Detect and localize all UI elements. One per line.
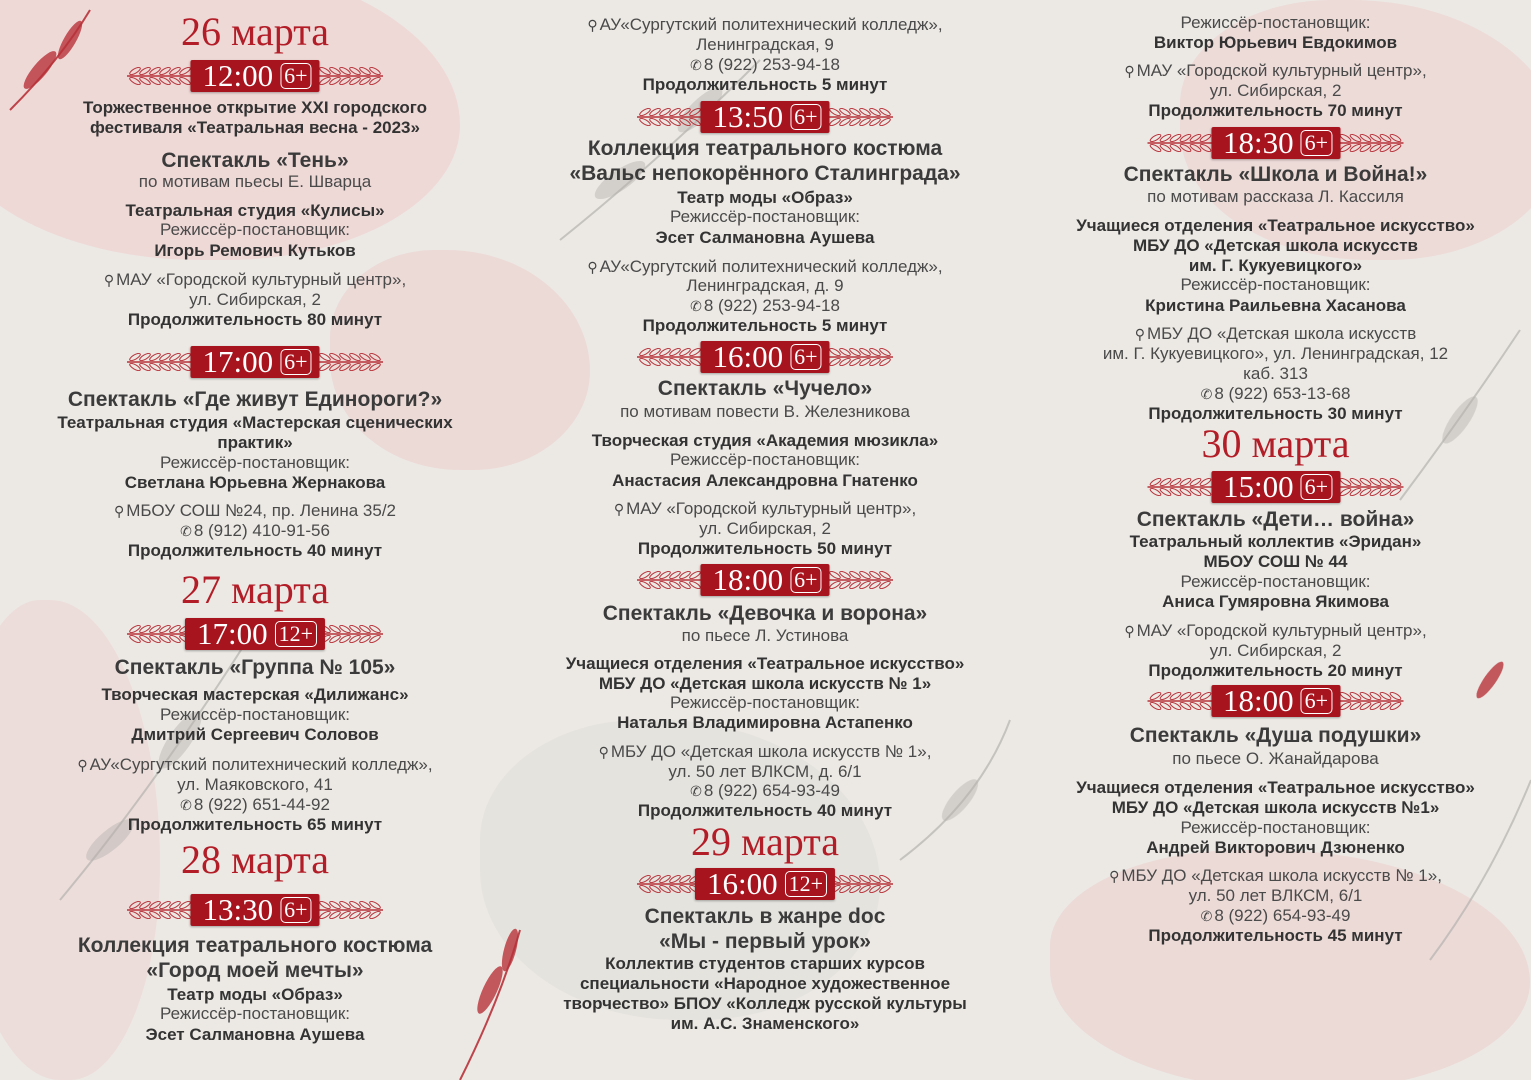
event-title: Спектакль «Группа № 105»	[114, 656, 396, 679]
time-box	[1211, 471, 1340, 503]
venue-line: Ленинградская, 9	[696, 35, 834, 54]
time-box	[190, 346, 319, 378]
time-badge	[1020, 467, 1531, 507]
event-group: Театр моды «Образ»	[677, 188, 853, 207]
event-group: им. А.С. Знаменского»	[670, 1014, 860, 1033]
phone-icon: ✆	[1200, 386, 1213, 402]
age-rating: 6+	[790, 567, 821, 593]
director-label: Режиссёр-постановщик:	[669, 207, 861, 226]
time-badge	[0, 342, 510, 382]
venue-line: ул. 50 лет ВЛКСМ, 6/1	[1188, 886, 1363, 905]
event-time: 16:00	[706, 866, 778, 901]
age-rating: 6+	[790, 344, 821, 370]
director-label: Режиссёр-постановщик:	[1180, 572, 1371, 591]
event-time: 13:30	[202, 892, 274, 927]
venue-line: ул. 50 лет ВЛКСМ, д. 6/1	[668, 762, 862, 781]
director-label: Режиссёр-постановщик:	[1180, 818, 1371, 837]
time-badge	[510, 337, 1020, 377]
duration: Продолжительность 40 минут	[127, 541, 383, 560]
venue-line: ⚲ МБУ ДО «Детская школа искусств	[1134, 324, 1417, 343]
phone-line: ✆ 8 (922) 654-93-49	[1200, 906, 1351, 925]
director-label: Режиссёр-постановщик:	[1180, 275, 1371, 294]
event-subtitle: по мотивам пьесы Е. Шварца	[138, 172, 372, 191]
event-time: 18:00	[712, 562, 784, 597]
event-subtitle: по пьесе Л. Устинова	[681, 626, 849, 645]
location-icon: ⚲	[113, 503, 125, 519]
event-time: 16:00	[712, 339, 784, 374]
time-badge	[1020, 123, 1531, 163]
event-time: 12:00	[202, 58, 274, 93]
time-badge	[0, 614, 510, 654]
phone-icon: ✆	[1200, 908, 1213, 924]
event-group: Творческая студия «Академия мюзикла»	[591, 431, 939, 450]
venue-line: ул. Сибирская, 2	[699, 519, 831, 538]
time-badge	[510, 864, 1020, 904]
duration: Продолжительность 65 минут	[127, 815, 383, 834]
phone-icon: ✆	[180, 797, 192, 813]
time-badge	[510, 97, 1020, 137]
event-subtitle: по мотивам рассказа Л. Кассиля	[1147, 187, 1404, 206]
venue-line: ул. Сибирская, 2	[1209, 81, 1342, 100]
venue-line: ⚲ АУ«Сургутский политехнический колледж»,	[587, 15, 943, 34]
event-group: им. Г. Кукуевицкого»	[1188, 256, 1363, 275]
event-group: творчество» БПОУ «Колледж русской культуры	[563, 994, 967, 1013]
event-title: Спектакль в жанре doc	[644, 905, 886, 928]
location-icon: ⚲	[1134, 326, 1145, 342]
venue-line: им. Г. Кукуевицкого», ул. Ленинградская, 12	[1102, 344, 1449, 363]
event-time: 17:00	[196, 616, 268, 651]
director-name: Игорь Ремович Кутьков	[154, 241, 356, 260]
event-title: Спектакль «Школа и Война!»	[1123, 163, 1428, 186]
duration: Продолжительность 5 минут	[642, 316, 888, 335]
age-rating: 6+	[790, 104, 821, 130]
time-badge	[0, 890, 510, 930]
age-rating: 6+	[1301, 474, 1332, 500]
event-group: МБУ ДО «Детская школа искусств	[1133, 236, 1418, 255]
director-label: Режиссёр-постановщик:	[159, 453, 351, 472]
duration: Продолжительность 50 минут	[637, 539, 893, 558]
age-rating: 12+	[785, 871, 827, 897]
age-rating: 6+	[1301, 130, 1332, 156]
event-group: Учащиеся отделения «Театральное искусство»	[1076, 216, 1475, 235]
event-time: 17:00	[202, 344, 274, 379]
venue-line: ⚲ МАУ «Городской культурный центр»,	[1124, 61, 1427, 80]
event-note: Торжественное открытие XXI городского	[83, 98, 427, 117]
phone-line: ✆ 8 (922) 654-93-49	[690, 781, 840, 800]
location-icon: ⚲	[613, 501, 625, 517]
age-rating: 6+	[280, 897, 311, 923]
phone-line: ✆ 8 (912) 410-91-56	[180, 521, 330, 540]
event-group: Театральная студия «Кулисы»	[125, 201, 385, 220]
venue-line: ул. Сибирская, 2	[1209, 641, 1342, 660]
age-rating: 6+	[1301, 688, 1332, 714]
director-name: Андрей Викторович Дзюненко	[1146, 838, 1405, 857]
venue-line: ⚲ АУ«Сургутский политехнический колледж»,	[587, 257, 943, 276]
director-name: Эсет Салмановна Аушева	[655, 228, 875, 247]
venue-line: ⚲ МБУ ДО «Детская школа искусств № 1»,	[598, 742, 932, 761]
event-time: 13:50	[712, 99, 784, 134]
time-box	[1211, 685, 1340, 717]
event-title: Спектакль «Душа подушки»	[1129, 724, 1422, 747]
event-group: практик»	[217, 433, 293, 452]
phone-line: ✆ 8 (922) 253-94-18	[690, 296, 840, 315]
venue-line: ⚲ АУ«Сургутский политехнический колледж»,	[77, 755, 433, 774]
event-title: Спектакль «Девочка и ворона»	[602, 602, 928, 625]
time-badge	[0, 56, 510, 96]
event-time: 15:00	[1222, 469, 1294, 504]
date-heading: 29 марта	[691, 819, 839, 864]
venue-line: ул. Маяковского, 41	[177, 775, 333, 794]
phone-icon: ✆	[180, 523, 192, 539]
time-box	[700, 564, 829, 596]
event-title: «Город моей мечты»	[146, 959, 364, 982]
phone-icon: ✆	[690, 783, 702, 799]
event-group: Театральная студия «Мастерская сценических	[57, 413, 453, 432]
age-rating: 12+	[275, 621, 317, 647]
event-subtitle: по пьесе О. Жанайдарова	[1172, 749, 1379, 768]
director-label: Режиссёр-постановщик:	[1180, 13, 1371, 32]
venue-line: ⚲ МАУ «Городской культурный центр»,	[613, 499, 917, 518]
event-title: Спектакль «Где живут Единороги?»	[67, 388, 443, 411]
location-icon: ⚲	[103, 272, 115, 288]
event-group: Учащиеся отделения «Театральное искусство»	[1076, 778, 1475, 797]
location-icon: ⚲	[587, 259, 598, 275]
event-title: Спектакль «Дети… война»	[1136, 508, 1415, 531]
phone-icon: ✆	[690, 57, 702, 73]
event-time: 18:30	[1222, 125, 1294, 160]
director-label: Режиссёр-постановщик:	[159, 220, 351, 239]
duration: Продолжительность 5 минут	[642, 75, 888, 94]
director-label: Режиссёр-постановщик:	[669, 693, 861, 712]
time-box	[700, 101, 829, 133]
director-name: Светлана Юрьевна Жернакова	[124, 473, 386, 492]
location-icon: ⚲	[587, 17, 598, 33]
event-group: Театр моды «Образ»	[167, 985, 343, 1004]
director-name: Виктор Юрьевич Евдокимов	[1153, 33, 1398, 52]
venue-line: каб. 313	[1243, 364, 1308, 383]
director-name: Аниса Гумяровна Якимова	[1162, 592, 1389, 611]
age-rating: 6+	[280, 349, 311, 375]
director-label: Режиссёр-постановщик:	[159, 1004, 351, 1023]
phone-line: ✆ 8 (922) 651-44-92	[180, 795, 330, 814]
time-box	[700, 341, 829, 373]
event-group: Учащиеся отделения «Театральное искусство»	[565, 654, 965, 673]
event-title: «Вальс непокорённого Сталинграда»	[569, 162, 961, 185]
time-box	[190, 894, 319, 926]
phone-line: ✆ 8 (922) 253-94-18	[690, 55, 840, 74]
location-icon: ⚲	[1109, 868, 1120, 884]
event-group: МБУ ДО «Детская школа искусств №1»	[1111, 798, 1440, 817]
duration: Продолжительность 30 минут	[1148, 404, 1403, 423]
time-box	[185, 618, 325, 650]
event-title: Коллекция театрального костюма	[77, 934, 433, 957]
event-title: Спектакль «Чучело»	[657, 377, 873, 400]
phone-icon: ✆	[690, 298, 702, 314]
event-group: МБУ ДО «Детская школа искусств № 1»	[598, 674, 932, 693]
event-group: МБОУ СОШ № 44	[1203, 552, 1348, 571]
duration: Продолжительность 45 минут	[1148, 926, 1403, 945]
event-group: Коллектив студентов старших курсов	[605, 954, 925, 973]
time-box	[190, 60, 319, 92]
time-badge	[1020, 681, 1531, 721]
event-group: Театральный коллектив «Эридан»	[1129, 532, 1422, 551]
time-badge	[510, 560, 1020, 600]
event-note: фестиваля «Театральная весна - 2023»	[90, 118, 420, 137]
phone-line: ✆ 8 (922) 653-13-68	[1200, 384, 1351, 403]
event-title: Коллекция театрального костюма	[587, 137, 943, 160]
venue-line: ⚲ МБОУ СОШ №24, пр. Ленина 35/2	[113, 501, 397, 520]
event-group: Творческая мастерская «Дилижанс»	[101, 685, 409, 704]
date-heading: 30 марта	[1201, 421, 1350, 466]
venue-line: ул. Сибирская, 2	[189, 290, 321, 309]
location-icon: ⚲	[1124, 63, 1135, 79]
date-heading: 27 марта	[181, 567, 329, 612]
time-box	[1211, 127, 1340, 159]
event-group: специальности «Народное художественное	[579, 974, 951, 993]
venue-line: ⚲ МАУ «Городской культурный центр»,	[103, 270, 407, 289]
duration: Продолжительность 70 минут	[1148, 101, 1403, 120]
director-name: Наталья Владимировна Астапенко	[617, 713, 913, 732]
venue-line: Ленинградская, д. 9	[686, 276, 844, 295]
duration: Продолжительность 80 минут	[127, 310, 383, 329]
venue-line: ⚲ МАУ «Городской культурный центр»,	[1124, 621, 1427, 640]
date-heading: 28 марта	[181, 837, 329, 882]
location-icon: ⚲	[598, 744, 609, 760]
duration: Продолжительность 40 минут	[637, 801, 893, 820]
event-subtitle: по мотивам повести В. Железникова	[620, 402, 910, 421]
event-title: «Мы - первый урок»	[659, 930, 871, 953]
director-label: Режиссёр-постановщик:	[669, 450, 861, 469]
date-heading: 26 марта	[181, 9, 329, 54]
venue-line: ⚲ МБУ ДО «Детская школа искусств № 1»,	[1109, 866, 1442, 885]
director-name: Дмитрий Сергеевич Соловов	[131, 725, 379, 744]
location-icon: ⚲	[77, 757, 88, 773]
director-label: Режиссёр-постановщик:	[159, 705, 351, 724]
event-title: Спектакль «Тень»	[161, 149, 349, 172]
director-name: Кристина Раильевна Хасанова	[1145, 296, 1406, 315]
director-name: Анастасия Александровна Гнатенко	[612, 471, 918, 490]
age-rating: 6+	[280, 63, 311, 89]
location-icon: ⚲	[1124, 623, 1135, 639]
director-name: Эсет Салмановна Аушева	[145, 1025, 365, 1044]
duration: Продолжительность 20 минут	[1148, 661, 1403, 680]
time-box	[695, 868, 835, 900]
event-time: 18:00	[1222, 683, 1294, 718]
